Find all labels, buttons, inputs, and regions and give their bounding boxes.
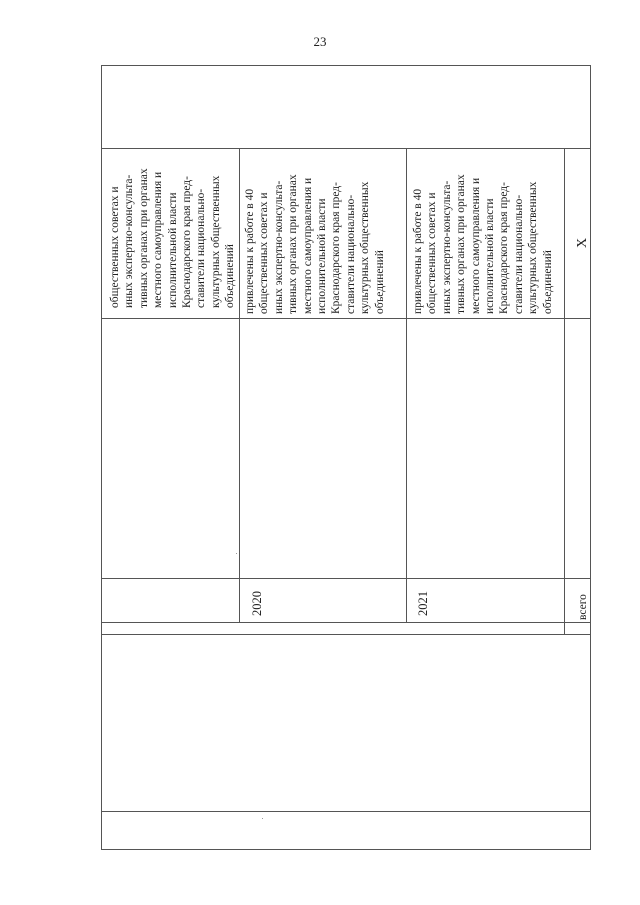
row-2-line-1: привлечены к работе в 40 bbox=[244, 188, 256, 314]
row-2-line-2: общественных советах и bbox=[258, 192, 271, 314]
row-2-line-9: культурных общественных bbox=[359, 181, 372, 314]
scan-speck bbox=[262, 818, 263, 819]
row-1-line-7: ставители национально- bbox=[195, 188, 208, 308]
row-2-line-4: тивных органах при органах bbox=[287, 174, 300, 314]
row-3-line-2: общественных советах и bbox=[426, 192, 439, 314]
row-1-line-9: объединений bbox=[224, 244, 237, 308]
row-3-line-10: объединений bbox=[541, 250, 554, 314]
column-divider bbox=[102, 148, 590, 149]
row-3-line-8: ставители национально- bbox=[512, 194, 525, 314]
row-1-line-3: тивных органах при органах bbox=[137, 168, 150, 308]
row-3-line-7: Краснодарского края пред- bbox=[498, 182, 511, 314]
row-1-line-6: Краснодарского края пред- bbox=[181, 176, 193, 308]
row-3-line-3: иных экспертно-консульта- bbox=[440, 180, 453, 314]
column-divider bbox=[102, 811, 590, 812]
total-mark: X bbox=[575, 237, 590, 248]
row-divider bbox=[239, 148, 240, 622]
row-3-line-5: местного самоуправления и bbox=[469, 177, 482, 314]
row-1-line-8: культурных общественных bbox=[209, 175, 222, 308]
column-divider bbox=[102, 622, 590, 623]
row-divider bbox=[406, 148, 407, 622]
row-3-line-4: тивных органах при органах bbox=[455, 174, 468, 314]
page-number: 23 bbox=[313, 34, 327, 49]
row-3-line-9: культурных общественных bbox=[527, 181, 540, 314]
row-3-line-6: исполнительной власти bbox=[484, 198, 496, 314]
row-2-line-5: местного самоуправления и bbox=[301, 177, 314, 314]
row-3-line-1: привлечены к работе в 40 bbox=[412, 188, 424, 314]
rotated-table bbox=[101, 65, 591, 850]
row-3-year: 2021 bbox=[416, 591, 430, 616]
total-label: всего bbox=[577, 594, 589, 620]
row-1-line-4: местного самоуправления и bbox=[152, 171, 165, 308]
column-divider bbox=[102, 634, 590, 635]
row-2-line-7: Краснодарского края пред- bbox=[330, 182, 343, 314]
row-1-line-1: общественных советах и bbox=[109, 186, 121, 308]
row-divider bbox=[564, 148, 565, 634]
row-2-line-8: ставители национально- bbox=[344, 194, 357, 314]
row-2-line-6: исполнительной власти bbox=[316, 198, 328, 314]
scan-speck bbox=[236, 553, 237, 554]
row-2-year: 2020 bbox=[250, 591, 264, 616]
column-divider bbox=[102, 578, 590, 579]
row-1-line-2: иных экспертно-консульта- bbox=[123, 174, 136, 308]
row-1-line-5: исполнительной власти bbox=[166, 192, 179, 308]
column-divider bbox=[102, 318, 590, 319]
row-2-line-3: иных экспертно-консульта- bbox=[272, 180, 285, 314]
row-2-line-10: объединений bbox=[373, 250, 386, 314]
